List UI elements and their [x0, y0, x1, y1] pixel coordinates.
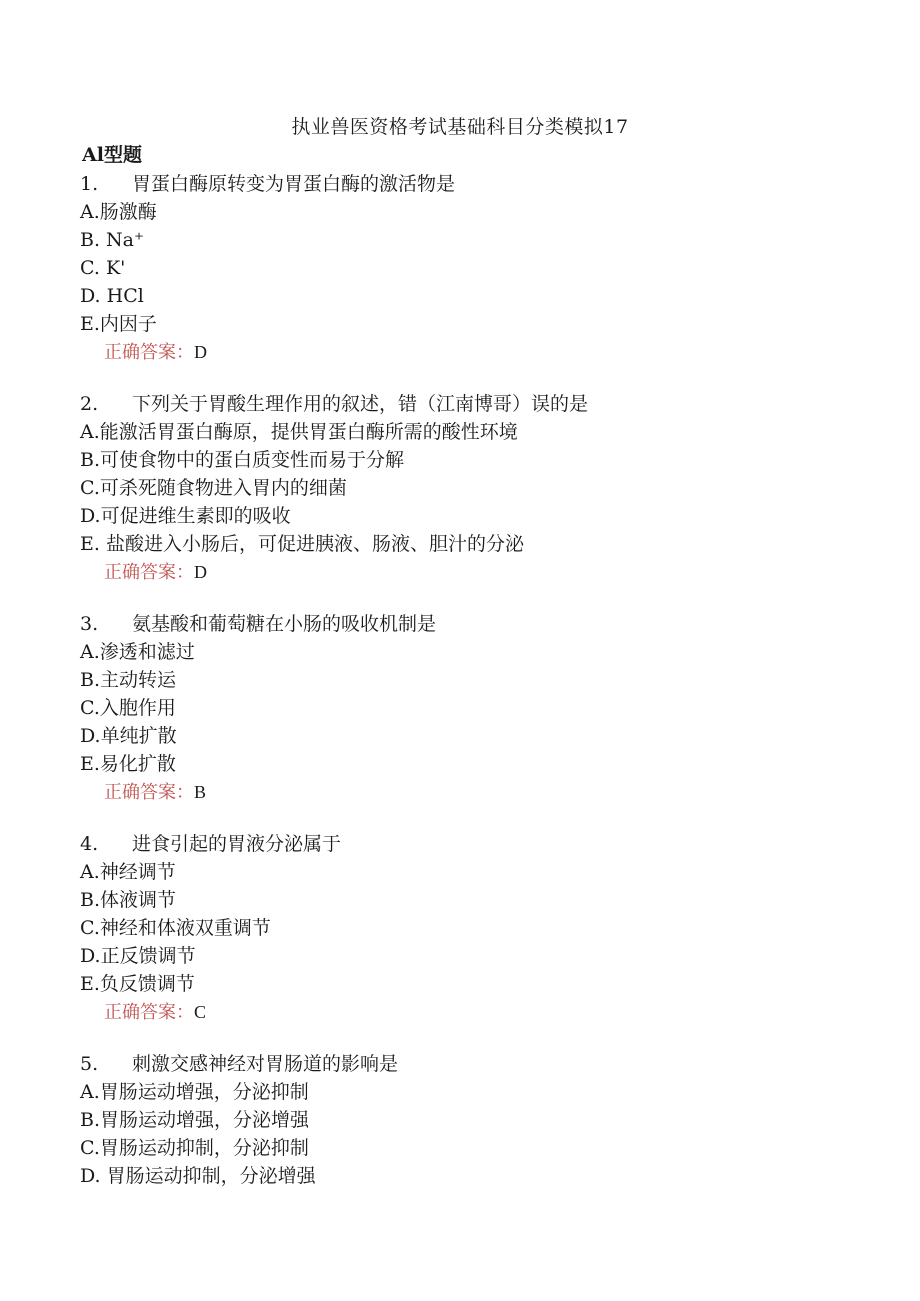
option-b: B. Na⁺ [80, 229, 145, 251]
option-d: D.可促进维生素即的吸收 [80, 505, 291, 527]
option-c: C.胃肠运动抑制，分泌抑制 [80, 1137, 309, 1159]
question-number: 4. [80, 833, 99, 855]
question-text: 胃蛋白酶原转变为胃蛋白酶的激活物是 [132, 173, 456, 195]
question-3 [80, 610, 880, 808]
document-title: 执业兽医资格考试基础科目分类模拟17 [291, 116, 629, 138]
question-text: 氨基酸和葡萄糖在小肠的吸收机制是 [132, 613, 437, 635]
option-b: B.主动转运 [80, 669, 177, 691]
option-c: C.神经和体液双重调节 [80, 917, 271, 939]
correct-answer [80, 998, 880, 1028]
option-a: A.渗透和滤过 [80, 641, 195, 663]
option-a: A.肠激酶 [80, 201, 157, 223]
answer-value: C [194, 1002, 207, 1022]
option-d: D.正反馈调节 [80, 945, 196, 967]
option-e: E.内因子 [80, 313, 157, 335]
option-e: E.负反馈调节 [80, 973, 195, 995]
question-text: 下列关于胃酸生理作用的叙述，错（江南博哥）误的是 [132, 393, 589, 415]
question-5 [80, 1050, 880, 1190]
answer-label: 正确答案： [104, 562, 194, 583]
option-a: A.胃肠运动增强，分泌抑制 [80, 1081, 309, 1103]
question-4 [80, 830, 880, 1028]
option-a: A.神经调节 [80, 861, 176, 883]
answer-label: 正确答案： [104, 342, 194, 363]
answer-label: 正确答案： [104, 782, 194, 803]
question-stem [80, 610, 880, 638]
option-e: E.易化扩散 [80, 753, 176, 775]
question-list [80, 170, 880, 1212]
option-d: D. HCl [80, 285, 144, 307]
answer-value: B [194, 782, 207, 802]
question-stem [80, 170, 880, 198]
question-2 [80, 390, 880, 588]
option-b: B.体液调节 [80, 889, 177, 911]
option-c: C.入胞作用 [80, 697, 176, 719]
answer-value: D [194, 342, 207, 362]
section-heading: Al型题 [82, 144, 142, 166]
option-c: C. K' [80, 257, 126, 279]
question-text: 刺激交感神经对胃肠道的影响是 [132, 1053, 399, 1075]
option-e: E. 盐酸进入小肠后，可促进胰液、肠液、胆汁的分泌 [80, 533, 524, 555]
option-a: A.能激活胃蛋白酶原，提供胃蛋白酶所需的酸性环境 [80, 421, 518, 443]
question-number: 1. [80, 173, 99, 195]
answer-value: D [194, 562, 207, 582]
question-stem [80, 390, 880, 418]
correct-answer [80, 778, 880, 808]
question-text: 进食引起的胃液分泌属于 [132, 833, 342, 855]
correct-answer [80, 338, 880, 368]
question-1 [80, 170, 880, 368]
option-c: C.可杀死随食物进入胃内的细菌 [80, 477, 347, 499]
question-stem [80, 830, 880, 858]
question-number: 3. [80, 613, 99, 635]
option-d: D.单纯扩散 [80, 725, 177, 747]
option-d: D. 胃肠运动抑制，分泌增强 [80, 1165, 316, 1187]
question-number: 2. [80, 393, 99, 415]
question-stem [80, 1050, 880, 1078]
option-b: B.胃肠运动增强，分泌增强 [80, 1109, 310, 1131]
correct-answer [80, 558, 880, 588]
option-b: B.可使食物中的蛋白质变性而易于分解 [80, 449, 405, 471]
question-number: 5. [80, 1053, 99, 1075]
answer-label: 正确答案： [104, 1002, 194, 1023]
